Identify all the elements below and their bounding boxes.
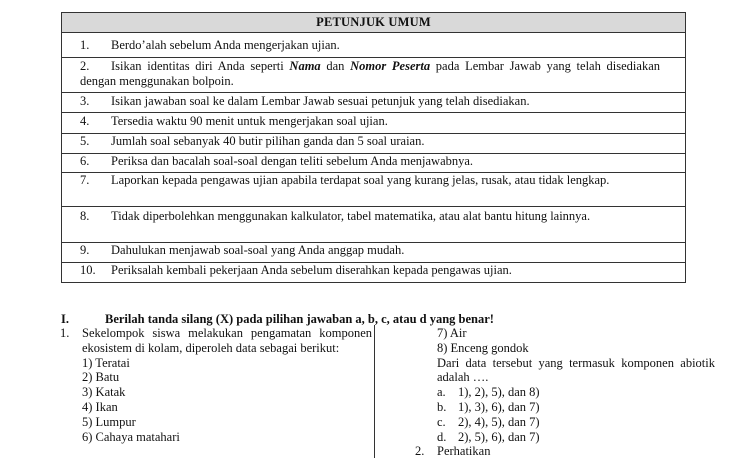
- question-number: 2.: [415, 444, 425, 459]
- answer-option-c[interactable]: [415, 415, 715, 430]
- question-number: 1.: [60, 326, 70, 340]
- instruction-item: [80, 38, 660, 53]
- data-item: 7) Air: [437, 326, 467, 340]
- item-number: 5.: [80, 134, 90, 148]
- item-number: 4.: [80, 114, 90, 128]
- item-text: Tidak diperbolehkan menggunakan kalkulator, tabel matematika, atau alat bantu hitung lainnya.: [111, 209, 591, 223]
- item-text: Periksalah kembali pekerjaan Anda sebelum diserahkan kepada pengawas ujian.: [111, 263, 512, 277]
- section-heading: [61, 312, 701, 327]
- option-label: a.: [437, 385, 446, 400]
- question-2: [415, 444, 715, 459]
- box-title: PETUNJUK UMUM: [62, 13, 685, 33]
- item-number: 6.: [80, 154, 90, 168]
- option-text: 1), 2), 5), dan 8): [458, 385, 540, 400]
- instruction-item: [80, 114, 660, 129]
- item-text: Isikan identitas diri Anda seperti Nama dan Nomor Peserta pada Lembar Jawab yang telah disediakan dengan menggunakan bolpoin.: [80, 59, 660, 88]
- instruction-item: [80, 154, 660, 169]
- data-item: 4) Ikan: [82, 399, 118, 414]
- option-label: d.: [437, 429, 447, 444]
- item-text: Dahulukan menjawab soal-soal yang Anda anggap mudah.: [111, 243, 405, 257]
- row-divider: [62, 206, 685, 207]
- section-number: I.: [61, 312, 69, 326]
- option-text: 2), 4), 5), dan 7): [458, 414, 540, 429]
- data-item: 6) Cahaya matahari: [82, 429, 180, 444]
- item-number: 3.: [80, 94, 90, 108]
- question-text: Perhatikan: [437, 444, 491, 459]
- question-stem: Sekelompok siswa melakukan pengamatan komponen ekosistem di kolam, diperoleh data sebagai berikut:: [82, 326, 372, 355]
- data-item: 3) Katak: [82, 385, 126, 400]
- question-1-right-column: [415, 326, 715, 459]
- item-text: Laporkan kepada pengawas ujian apabila terdapat soal yang kurang jelas, rusak, atau tidak lengkap.: [111, 173, 610, 187]
- item-text: Tersedia waktu 90 menit untuk mengerjakan soal ujian.: [111, 114, 388, 128]
- data-item: 8) Enceng gondok: [437, 340, 529, 355]
- item-number: 9.: [80, 243, 90, 257]
- column-divider: [374, 325, 375, 458]
- general-instructions-box: [61, 12, 686, 283]
- instruction-item: [80, 263, 660, 278]
- instruction-item: [80, 59, 660, 88]
- item-number: 7.: [80, 173, 90, 187]
- instruction-item: [80, 173, 660, 188]
- item-text: Periksa dan bacalah soal-soal dengan teliti sebelum Anda menjawabnya.: [111, 154, 474, 168]
- option-label: c.: [437, 414, 446, 429]
- row-divider: [62, 92, 685, 93]
- instruction-item: [80, 243, 660, 258]
- item-text: Jumlah soal sebanyak 40 butir pilihan ganda dan 5 soal uraian.: [111, 134, 425, 148]
- data-item: 2) Batu: [82, 370, 120, 385]
- option-text: 2), 5), 6), dan 7): [458, 429, 540, 444]
- item-number: 1.: [80, 38, 90, 52]
- question-1-left-column: [60, 326, 372, 444]
- instruction-item: [80, 134, 660, 149]
- row-divider: [62, 112, 685, 113]
- row-divider: [62, 57, 685, 58]
- item-text: Berdo’alah sebelum Anda mengerjakan ujian.: [111, 38, 340, 52]
- instruction-item: [80, 209, 660, 224]
- item-number: 2.: [80, 59, 90, 73]
- item-text: Isikan jawaban soal ke dalam Lembar Jawab sesuai petunjuk yang telah disediakan.: [111, 94, 530, 108]
- answer-option-a[interactable]: [415, 385, 715, 400]
- data-item: 1) Teratai: [82, 355, 130, 370]
- answer-option-d[interactable]: [415, 430, 715, 445]
- item-number: 10.: [80, 263, 96, 277]
- question-prompt: Dari data tersebut yang termasuk komponen abiotik adalah ….: [437, 355, 715, 385]
- option-label: b.: [437, 399, 447, 414]
- section-title: Berilah tanda silang (X) pada pilihan jawaban a, b, c, atau d yang benar!: [105, 312, 494, 326]
- answer-option-b[interactable]: [415, 400, 715, 415]
- option-text: 1), 3), 6), dan 7): [458, 399, 540, 414]
- item-number: 8.: [80, 209, 90, 223]
- instruction-item: [80, 94, 660, 109]
- data-item: 5) Lumpur: [82, 414, 136, 429]
